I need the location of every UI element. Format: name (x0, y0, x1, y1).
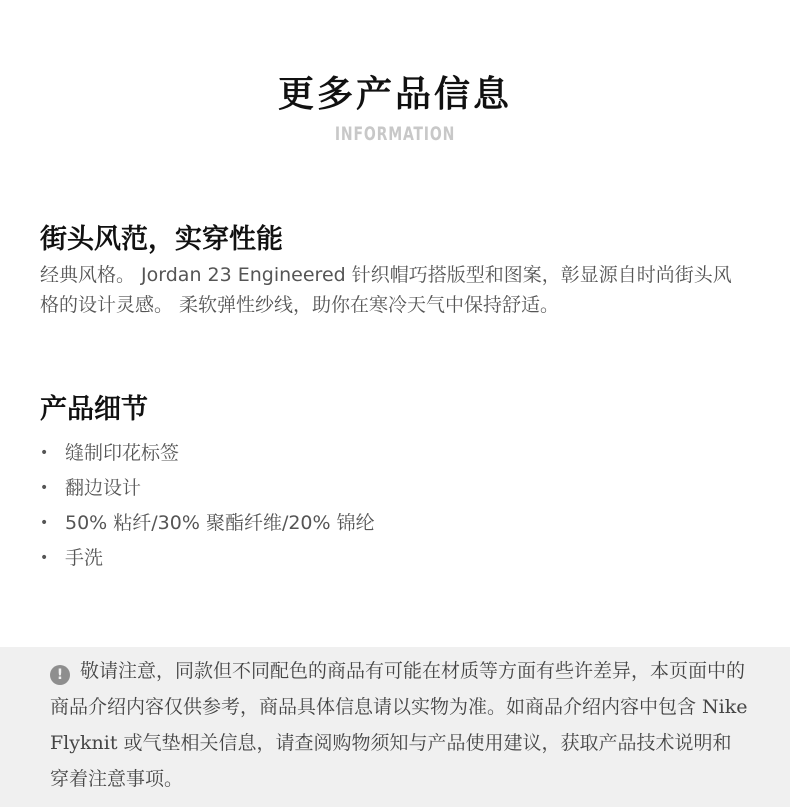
list-item (40, 541, 750, 576)
bullet-icon: • (40, 445, 49, 461)
notice-content (50, 653, 750, 797)
style-section (40, 222, 750, 320)
exclamation-circle-icon: ! (50, 665, 70, 685)
info-header (0, 70, 790, 146)
notice-box (0, 647, 790, 807)
style-section-title: 街头风范，实穿性能 (40, 224, 283, 255)
details-section-title: 产品细节 (40, 394, 148, 425)
list-item (40, 506, 750, 541)
list-item (40, 471, 750, 506)
detail-text: 手洗 (65, 547, 104, 569)
bullet-icon: • (40, 550, 49, 566)
details-list (40, 436, 750, 576)
bullet-icon: • (40, 480, 49, 496)
details-section (40, 392, 750, 576)
style-section-description: 经典风格。 Jordan 23 Engineered 针织帽巧搭版型和图案，彰显源自时尚街头风格的设计灵感。 柔软弹性纱线，助你在寒冷天气中保持舒适。 (40, 264, 732, 316)
list-item (40, 436, 750, 471)
page-subtitle: INFORMATION (334, 123, 456, 145)
notice-text: 敬请注意，同款但不同配色的商品有可能在材质等方面有些许差异，本页面中的商品介绍内容仅供参考，商品具体信息请以实物为准。如商品介绍内容中包含 Nike Flyknit 或气垫相关信息，请查阅购物须知与产品使用建议，获取产品技术说明和穿着注意事项。 (50, 660, 748, 790)
detail-text: 翻边设计 (65, 477, 142, 499)
detail-text: 50% 粘纤/30% 聚酯纤维/20% 锦纶 (65, 512, 375, 534)
page-title: 更多产品信息 (277, 74, 512, 115)
detail-text: 缝制印花标签 (65, 442, 180, 464)
bullet-icon: • (40, 515, 49, 531)
